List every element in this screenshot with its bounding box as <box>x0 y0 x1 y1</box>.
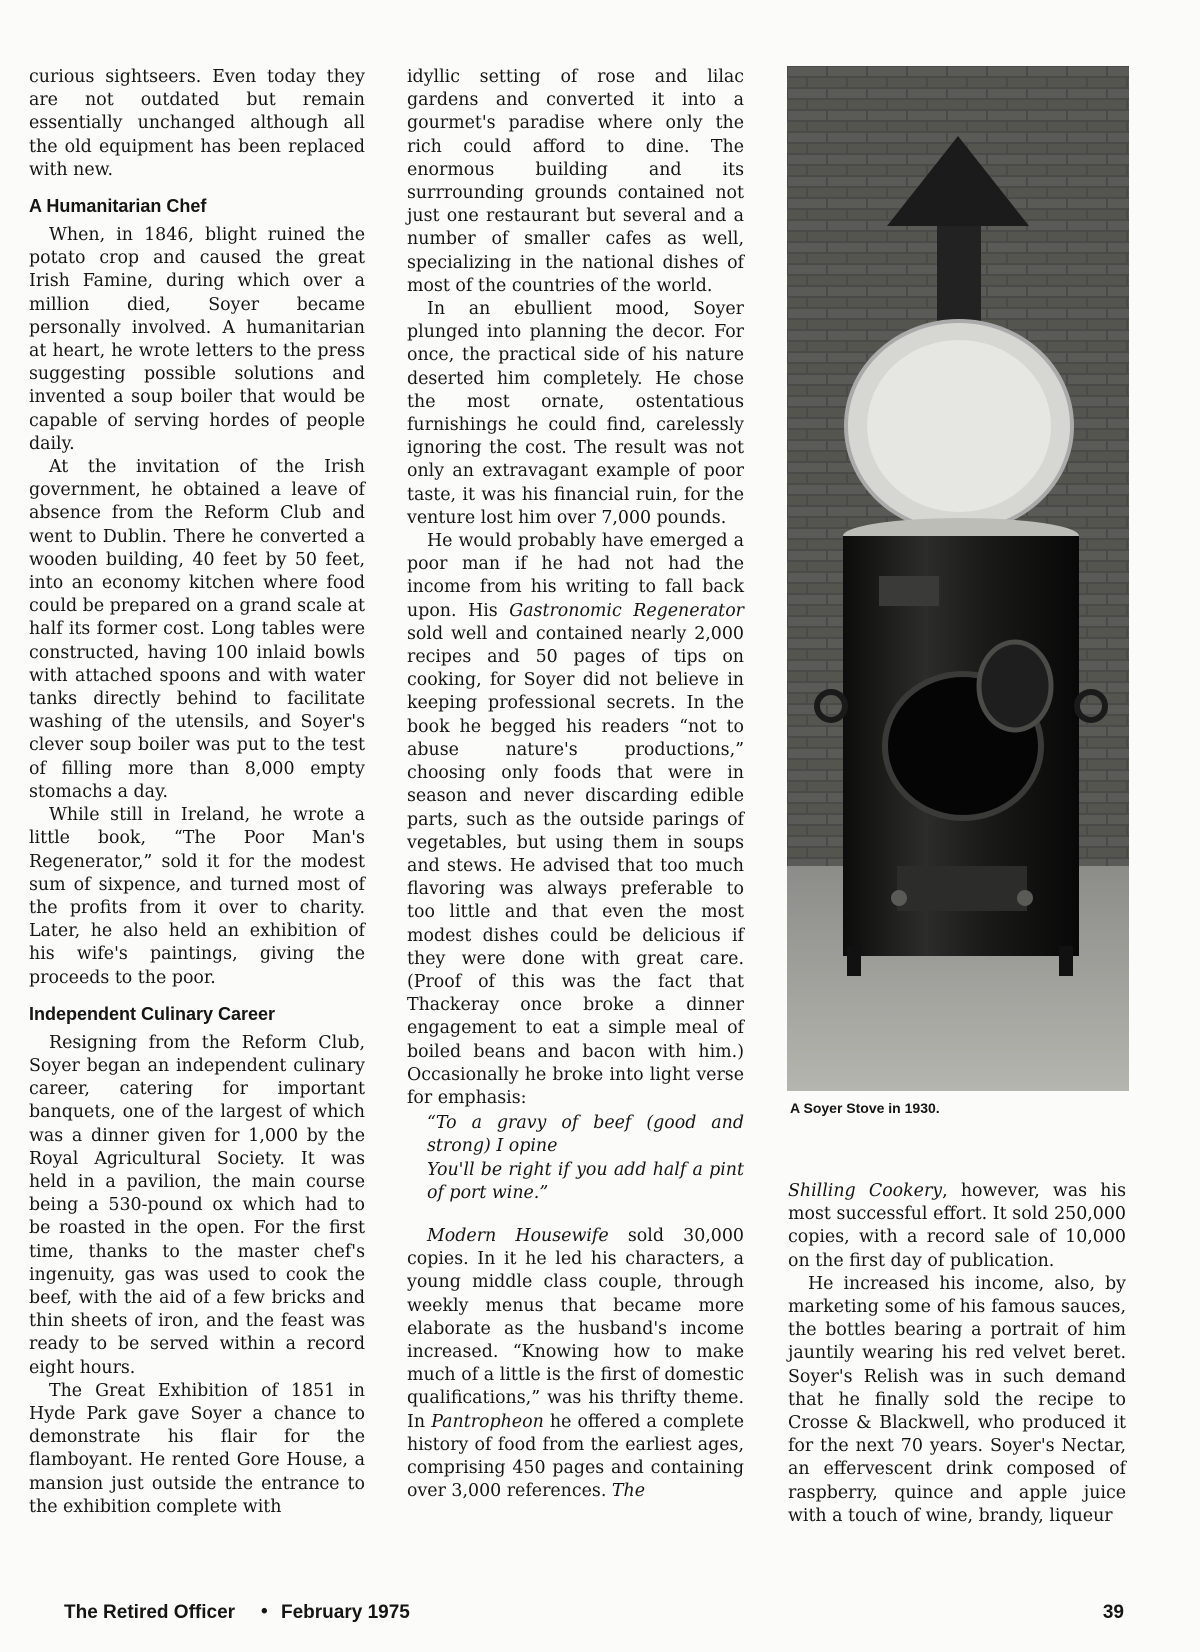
text-run: sold well and contained nearly 2,000 recipes and 50 pages of tips on cooking, for Soyer did not believe in keeping professional secrets. In the book he begged his readers “not to abuse nature's productions,” choosing only foods that were in season and never discarding edible parts, such as the outside parings of vegetables, but using them in soups and stews. He advised that too much flavoring was always preferable to too little and that even the most modest dishes could be delicious if they were done with great care. (Proof of this was the fact that Thackeray once broke a dinner engagement to eat a simple meal of boiled beans and bacon with him.) Occasionally he broke into light verse for emphasis: <box>407 623 744 1108</box>
paragraph: curious sightseers. Even today they are not outdated but remain essentially unchanged although all the old equipment has been replaced with new. <box>29 67 365 180</box>
verse-line: “To a gravy of beef (good and strong) I opine <box>427 1113 744 1157</box>
text-run: , however, was his most successful effort. It sold 250,000 copies, with a record sale of 10,000 on the first day of publication. <box>788 1181 1126 1271</box>
verse-line: You'll be right if you add half a pint of port wine.” <box>427 1159 744 1203</box>
text-run: He would probably have emerged a poor man if he had not had the income from his writing to fall back upon. His <box>407 531 744 621</box>
book-title: Gastronomic Regenerator <box>509 600 744 621</box>
paragraph: In an ebullient mood, Soyer plunged into planning the decor. For once, the practical side of his nature deserted him completely. He chose the most ornate, ostentatious furnishings he could find, carelessly ignoring the cost. The result was not only an extravagant example of poor taste, it was his financial ruin, for the venture lost him over 7,000 pounds. <box>407 299 744 528</box>
book-title: Pantropheon <box>431 1411 544 1432</box>
soyer-stove-photo <box>787 66 1129 1091</box>
verse-block <box>407 1112 744 1205</box>
paragraph: Resigning from the Reform Club, Soyer began an independent culinary career, catering for important banquets, one of the largest of which was a dinner given for 1,000 by the Royal Agricultural Society. It was held in a pavilion, the main course being a 530-pound ox which had to be roasted in the open. For the first time, thanks to the master chef's ingenuity, gas was used to cook the beef, with the aid of a few bricks and thin sheets of iron, and the feast was ready to be served within a record eight hours. <box>29 1032 365 1378</box>
column-middle <box>407 66 744 1503</box>
paragraph <box>788 1180 1126 1273</box>
book-title: Modern Housewife <box>427 1225 609 1246</box>
column-left <box>29 66 365 1519</box>
text-run: he offered a complete history of food from the earliest ages, comprising 450 pages and containing over 3,000 references. <box>407 1411 744 1502</box>
paragraph: At the invitation of the Irish government, he obtained a leave of absence from the Reform Club and went to Dublin. There he converted a wooden building, 40 feet by 50 feet, into an economy kitchen where food could be prepared on a grand scale at half its former cost. Long tables were constructed, having 100 inlaid bowls with attached spoons and with water tanks directly behind to facilitate washing of the utensils, and Soyer's clever soup boiler was put to the test of filling more than 8,000 empty stomachs a day. <box>29 457 365 802</box>
book-title: Shilling Cookery <box>788 1181 943 1201</box>
paragraph <box>407 1225 744 1503</box>
book-title: The <box>611 1481 645 1502</box>
column-right <box>788 1180 1126 1528</box>
page-footer <box>64 1602 1124 1626</box>
paragraph <box>407 530 744 1110</box>
section-heading-independent-culinary-career: Independent Culinary Career <box>29 1003 276 1024</box>
paragraph: idyllic setting of rose and lilac gardens and converted it into a gourmet's paradise where only the rich could afford to dine. The enormous building and its surrrounding grounds contained not just one restaurant but several and a number of smaller cafes as well, specializing in the national dishes of most of the countries of the world. <box>407 67 744 296</box>
publication-name: The Retired Officer <box>64 1602 236 1623</box>
paragraph: The Great Exhibition of 1851 in Hyde Park gave Soyer a chance to demonstrate his flair for the flamboyant. He rented Gore House, a mansion just outside the entrance to the exhibition complete with <box>29 1380 365 1517</box>
separator-bullet: • <box>261 1601 268 1622</box>
text-run: sold 30,000 copies. In it he led his characters, a young middle class couple, through weekly menus that became more elaborate as the husband's income increased. “Knowing how to make much of a little is the first of domestic qualifications,” was his thrifty theme. In <box>407 1225 744 1432</box>
paragraph: He increased his income, also, by marketing some of his famous sauces, the bottles bearing a portrait of him jauntily wearing his red velvet beret. Soyer's Relish was in such demand that he finally sold the recipe to Crosse & Blackwell, who produced it for the next 70 years. Soyer's Nectar, an effervescent drink composed of raspberry, quince and apple juice with a touch of wine, brandy, liqueur <box>788 1273 1126 1526</box>
page-number: 39 <box>1102 1602 1124 1623</box>
paragraph: When, in 1846, blight ruined the potato crop and caused the great Irish Famine, during which over a million died, Soyer became personally involved. A humanitarian at heart, he wrote letters to the press suggesting possible solutions and invented a soup boiler that would be capable of serving hordes of people daily. <box>29 225 365 454</box>
section-heading-humanitarian-chef: A Humanitarian Chef <box>29 196 207 217</box>
issue-date: February 1975 <box>281 1602 410 1623</box>
photo-caption: A Soyer Stove in 1930. <box>790 1100 940 1116</box>
paragraph: While still in Ireland, he wrote a little book, “The Poor Man's Regenerator,” sold it for the modest sum of sixpence, and turned most of the profits from it over to charity. Later, he also held an exhibition of his wife's paintings, giving the proceeds to the poor. <box>29 805 365 988</box>
